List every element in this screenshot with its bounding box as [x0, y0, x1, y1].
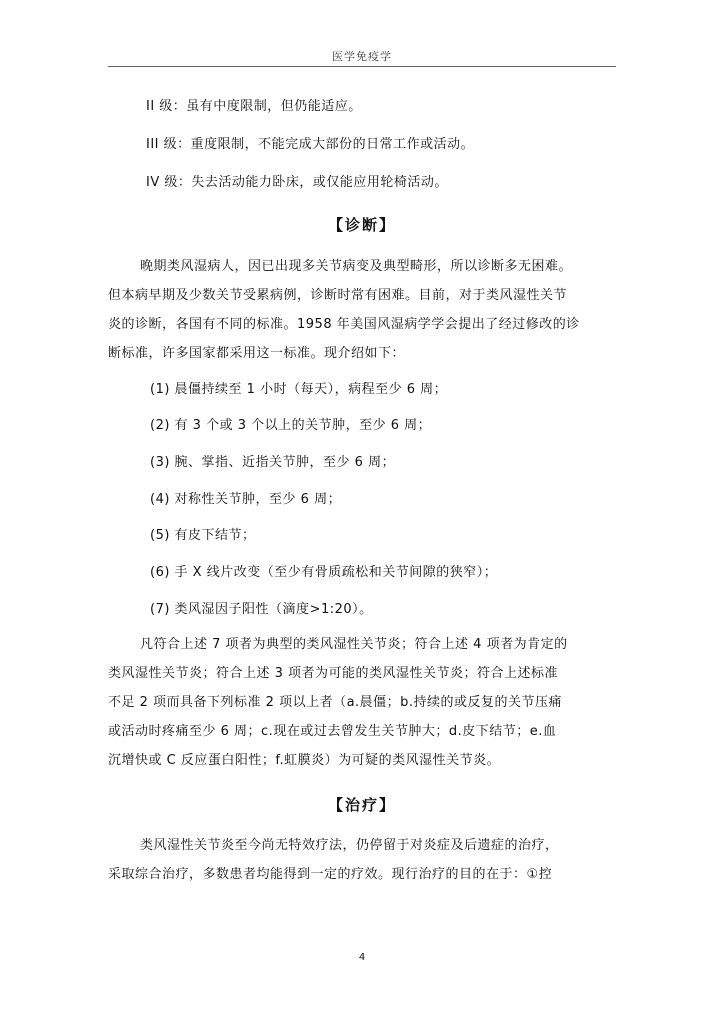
- paragraph-line: 但本病早期及少数关节受累病例，诊断时常有困难。目前，对于类风湿性关节: [108, 288, 568, 303]
- page-number: 4: [358, 952, 366, 963]
- paragraph-line: 类风湿性关节炎；符合上述 3 项者为可能的类风湿性关节炎；符合上述标准: [108, 666, 559, 681]
- grade-line: IV 级：失去活动能力卧床，或仅能应用轮椅活动。: [146, 175, 448, 190]
- paragraph-line: 不足 2 项而具备下列标准 2 项以上者（a.晨僵；b.持续的或反复的关节压痛: [108, 695, 563, 710]
- grade-line: III 级：重度限制，不能完成大部份的日常工作或活动。: [146, 137, 475, 152]
- header-title: 医学免疫学: [332, 50, 392, 63]
- paragraph-line: 凡符合上述 7 项者为典型的类风湿性关节炎；符合上述 4 项者为肯定的: [140, 637, 568, 652]
- paragraph-line: 采取综合治疗，多数患者均能得到一定的疗效。现行治疗的目的在于：①控: [108, 867, 553, 882]
- paragraph-line: 或活动时疼痛至少 6 周；c.现在或过去曾发生关节肿大；d.皮下结节；e.血: [108, 724, 557, 739]
- paragraph-line: 炎的诊断，各国有不同的标准。1958 年美国风湿病学学会提出了经过修改的诊: [108, 317, 580, 332]
- treatment-heading: 【治疗】: [327, 796, 396, 814]
- criteria-item: (4) 对称性关节肿，至少 6 周；: [150, 492, 342, 507]
- criteria-item: (7) 类风湿因子阳性（滴度>1:20）。: [150, 602, 373, 617]
- grade-line: II 级：虽有中度限制，但仍能适应。: [146, 99, 362, 114]
- criteria-item: (3) 腕、掌指、近指关节肿，至少 6 周；: [150, 455, 396, 470]
- header-rule: [108, 66, 616, 67]
- criteria-item: (6) 手 X 线片改变（至少有骨质疏松和关节间隙的狭窄）；: [150, 565, 498, 580]
- criteria-item: (5) 有皮下结节；: [150, 528, 256, 543]
- criteria-item: (2) 有 3 个或 3 个以上的关节肿，至少 6 周；: [150, 418, 432, 433]
- paragraph-line: 断标准，许多国家都采用这一标准。现介绍如下：: [108, 346, 406, 361]
- paragraph-line: 晚期类风湿病人，因已出现多关节病变及典型畸形，所以诊断多无困难。: [140, 259, 573, 274]
- diagnosis-heading: 【诊断】: [327, 216, 396, 234]
- paragraph-line: 类风湿性关节炎至今尚无特效疗法，仍停留于对炎症及后遗症的治疗，: [140, 838, 559, 853]
- criteria-item: (1) 晨僵持续至 1 小时（每天），病程至少 6 周；: [150, 382, 448, 397]
- paragraph-line: 沉增快或 C 反应蛋白阳性；f.虹膜炎）为可疑的类风湿性关节炎。: [108, 753, 501, 768]
